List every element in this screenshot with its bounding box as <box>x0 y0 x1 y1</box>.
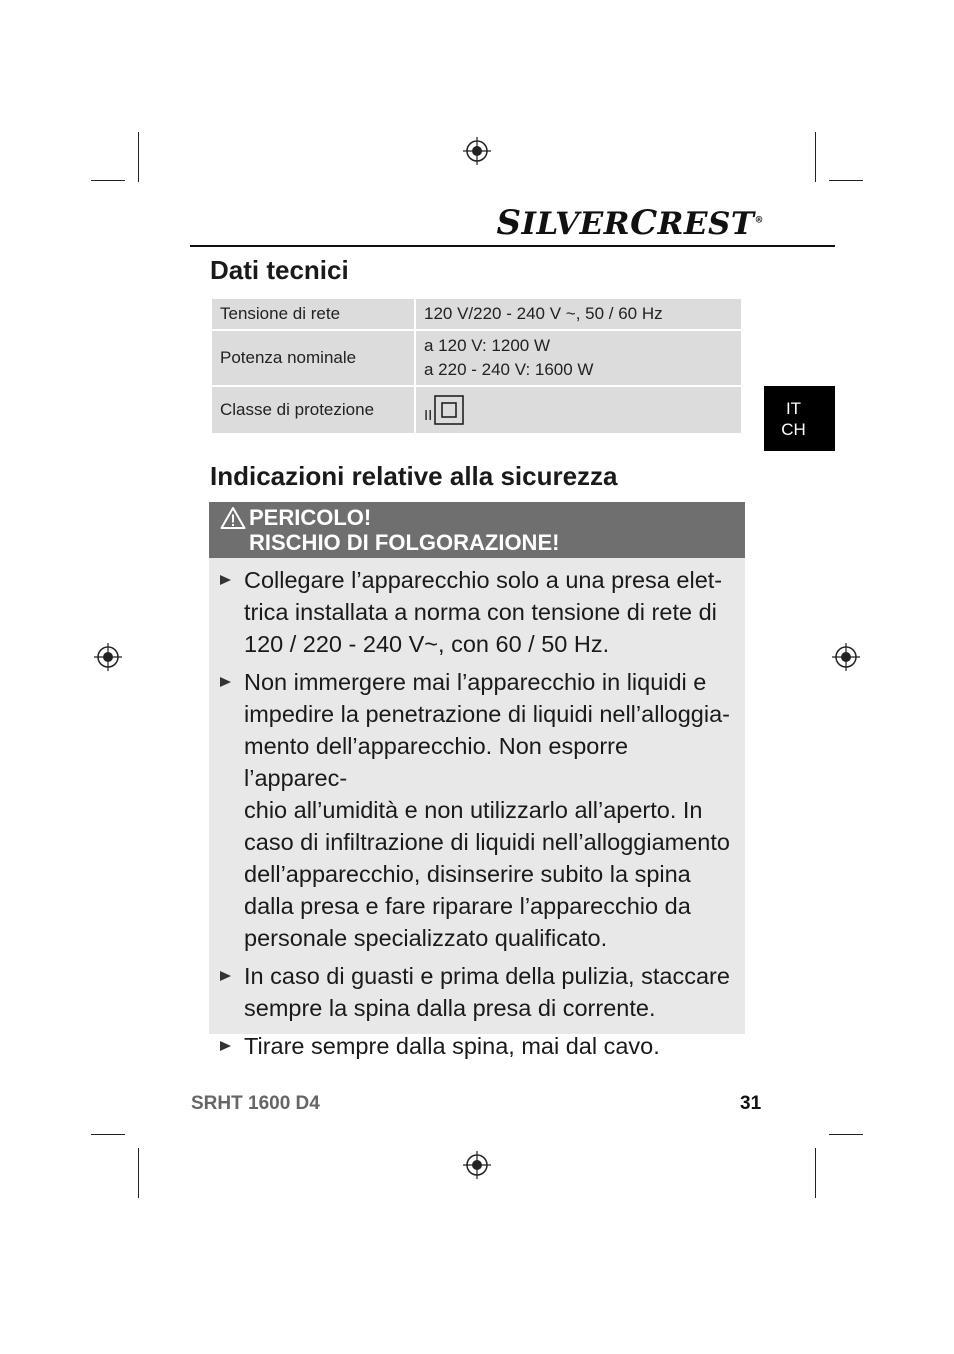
country-code: CH <box>781 420 806 439</box>
protection-class-ii-icon <box>434 395 464 425</box>
list-item-line: trica installata a norma con tensione di rete di <box>244 599 717 625</box>
spec-label: Classe di protezione <box>211 386 415 434</box>
section-title-safety: Indicazioni relative alla sicurezza <box>210 461 618 491</box>
warning-triangle-icon <box>220 506 246 530</box>
warning-title <box>249 505 559 555</box>
table-row <box>211 386 742 434</box>
safety-list <box>217 564 735 1062</box>
warning-body <box>209 558 745 1059</box>
bullet-arrow-icon <box>220 971 231 981</box>
language-code: IT <box>785 399 802 418</box>
list-item-line: impedire la penetrazione di liquidi nell’alloggia- <box>244 701 730 727</box>
spec-value-line: a 120 V: 1200 W <box>424 336 551 355</box>
crop-mark <box>138 132 139 182</box>
crop-mark <box>829 180 863 181</box>
brand-logo: SILVERCREST® <box>496 203 764 243</box>
protection-class-label: II <box>424 407 433 424</box>
spec-label: Tensione di rete <box>211 298 415 330</box>
crop-mark <box>815 132 816 182</box>
registration-mark-icon <box>463 137 491 165</box>
warning-title-line: RISCHIO DI FOLGORAZIONE! <box>249 530 560 555</box>
list-item-line: sempre la spina dalla presa di corrente. <box>244 995 656 1021</box>
header-rule <box>190 245 835 247</box>
page-number: 31 <box>740 1093 762 1114</box>
spec-value: 120 V/220 - 240 V ~, 50 / 60 Hz <box>415 298 742 330</box>
warning-title-line: PERICOLO! <box>249 505 372 530</box>
crop-mark <box>829 1134 863 1135</box>
bullet-arrow-icon <box>220 575 231 585</box>
spec-table <box>210 297 743 435</box>
table-row <box>211 330 742 386</box>
warning-header <box>209 502 745 558</box>
list-item <box>217 960 735 1024</box>
crop-mark <box>815 1148 816 1198</box>
list-item-line: personale specializzato qualificato. <box>244 925 608 951</box>
table-row <box>211 298 742 330</box>
bullet-arrow-icon <box>220 1041 231 1051</box>
list-item-line: Collegare l’apparecchio solo a una presa elet- <box>244 567 723 593</box>
list-item-line: chio all’umidità e non utilizzarlo all’aperto. In <box>244 797 703 823</box>
crop-mark <box>91 180 125 181</box>
list-item-line: caso di infiltrazione di liquidi nell’alloggiamento <box>244 829 730 855</box>
list-item <box>217 564 735 660</box>
list-item <box>217 666 735 954</box>
list-item-line: Non immergere mai l’apparecchio in liquidi e <box>244 669 707 695</box>
registration-mark-icon <box>94 643 122 671</box>
bullet-arrow-icon <box>220 677 231 687</box>
footer-model: SRHT 1600 D4 <box>191 1093 320 1114</box>
registration-mark-icon <box>463 1151 491 1179</box>
list-item-line: mento dell’apparecchio. Non esporre l’apparec- <box>244 733 629 791</box>
list-item <box>217 1030 735 1062</box>
list-item-line: dell’apparecchio, disinserire subito la spina <box>244 861 691 887</box>
language-tab <box>764 386 835 451</box>
list-item-line: Tirare sempre dalla spina, mai dal cavo. <box>244 1033 660 1059</box>
spec-value-line: a 220 - 240 V: 1600 W <box>424 360 594 379</box>
crop-mark <box>91 1134 125 1135</box>
list-item-line: dalla presa e fare riparare l’apparecchio da <box>244 893 691 919</box>
list-item-line: In caso di guasti e prima della pulizia, staccare <box>244 963 730 989</box>
spec-value <box>415 386 742 434</box>
registration-mark-icon <box>832 643 860 671</box>
crop-mark <box>138 1148 139 1198</box>
spec-value <box>415 330 742 386</box>
spec-label: Potenza nominale <box>211 330 415 386</box>
list-item-line: 120 / 220 - 240 V~, con 60 / 50 Hz. <box>244 631 610 657</box>
section-title-specs: Dati tecnici <box>210 255 349 285</box>
